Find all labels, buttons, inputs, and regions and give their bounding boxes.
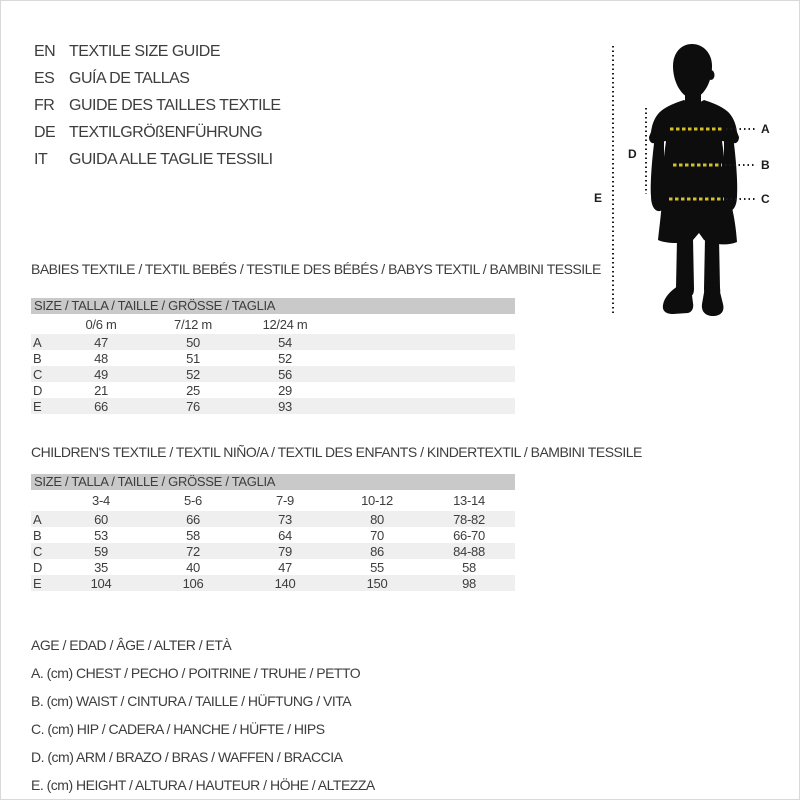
- table-row: [31, 575, 515, 591]
- cell: 51: [186, 350, 200, 366]
- language-title: GUIDE DES TAILLES TEXTILE: [69, 97, 281, 114]
- legend-line: B. (cm) WAIST / CINTURA / TAILLE / HÜFTUNG / VITA: [31, 693, 352, 709]
- child-silhouette-figure: [589, 36, 779, 321]
- language-row: [34, 92, 281, 119]
- legend-line: C. (cm) HIP / CADERA / HANCHE / HÜFTE / HIPS: [31, 721, 325, 737]
- column-header: 12/24 m: [262, 316, 308, 332]
- column-header: 5-6: [184, 493, 202, 508]
- table-row: [31, 543, 515, 559]
- cell: 52: [186, 366, 200, 382]
- cell: 59: [94, 543, 108, 559]
- column-header: 10-12: [361, 493, 393, 508]
- cell: 47: [278, 559, 292, 575]
- language-title: TEXTILE SIZE GUIDE: [69, 43, 221, 60]
- cell: 84-88: [453, 543, 485, 559]
- measure-label-b: B: [761, 158, 770, 172]
- child-silhouette: [589, 36, 779, 321]
- row-label: B: [33, 527, 42, 543]
- cell: 66: [94, 398, 108, 414]
- column-header: 7/12 m: [174, 316, 212, 332]
- cell: 106: [182, 575, 204, 591]
- cell: 60: [94, 511, 108, 527]
- row-label: E: [33, 398, 42, 414]
- cell: 79: [278, 543, 292, 559]
- babies-size-header-bar: SIZE / TALLA / TAILLE / GRÖSSE / TAGLIA: [31, 298, 515, 314]
- language-row: [34, 119, 281, 146]
- measure-label-a: A: [761, 122, 770, 136]
- cell: 52: [278, 350, 292, 366]
- language-code: DE: [34, 124, 56, 141]
- column-header: 7-9: [276, 493, 294, 508]
- measurement-legend: [31, 631, 375, 799]
- cell: 78-82: [453, 511, 485, 527]
- table-row: [31, 398, 515, 414]
- child-body-silhouette: [649, 44, 739, 316]
- language-row: [34, 38, 281, 65]
- legend-line: AGE / EDAD / ÂGE / ALTER / ETÀ: [31, 637, 232, 653]
- cell: 47: [94, 334, 108, 350]
- neck-shape: [685, 88, 701, 104]
- cell: 76: [186, 398, 200, 414]
- cell: 72: [186, 543, 200, 559]
- row-label: D: [33, 382, 43, 398]
- column-header: 13-14: [453, 493, 485, 508]
- cell: 98: [462, 575, 476, 591]
- cell: 49: [94, 366, 108, 382]
- cell: 58: [186, 527, 200, 543]
- language-row: [34, 65, 281, 92]
- cell: 140: [274, 575, 296, 591]
- language-title: TEXTILGRÖßENFÜHRUNG: [69, 124, 263, 141]
- legend-line: E. (cm) HEIGHT / ALTURA / HAUTEUR / HÖHE / ALTEZZA: [31, 777, 375, 793]
- children-size-header-bar: SIZE / TALLA / TAILLE / GRÖSSE / TAGLIA: [31, 474, 515, 490]
- cell: 93: [278, 398, 292, 414]
- measure-label-e: E: [594, 191, 603, 205]
- children-column-headers: [31, 490, 515, 511]
- shorts-shape: [658, 200, 737, 244]
- cell: 40: [186, 559, 200, 575]
- legend-line: D. (cm) ARM / BRAZO / BRAS / WAFFEN / BRACCIA: [31, 749, 343, 765]
- cell: 21: [94, 382, 108, 398]
- cell: 73: [278, 511, 292, 527]
- left-foot-shape: [663, 286, 693, 314]
- cell: 29: [278, 382, 292, 398]
- cell: 48: [94, 350, 108, 366]
- babies-heading: BABIES TEXTILE / TEXTIL BEBÉS / TESTILE DES BÉBÉS / BABYS TEXTIL / BAMBINI TESSILE: [31, 261, 601, 277]
- cell: 86: [370, 543, 384, 559]
- language-title-list: [34, 38, 281, 173]
- table-row: [31, 350, 515, 366]
- language-row: [34, 146, 281, 173]
- cell: 104: [90, 575, 112, 591]
- children-heading: CHILDREN'S TEXTILE / TEXTIL NIÑO/A / TEXTIL DES ENFANTS / KINDERTEXTIL / BAMBINI TESSILE: [31, 444, 642, 460]
- table-row: [31, 382, 515, 398]
- babies-table: [31, 298, 515, 414]
- column-header: 0/6 m: [85, 316, 117, 332]
- language-title: GUÍA DE TALLAS: [69, 70, 190, 87]
- children-table: [31, 474, 515, 591]
- cell: 54: [278, 334, 292, 350]
- row-label: C: [33, 366, 43, 382]
- language-code: IT: [34, 151, 48, 168]
- cell: 66: [186, 511, 200, 527]
- cell: 58: [462, 559, 476, 575]
- cell: 150: [366, 575, 388, 591]
- cell: 25: [186, 382, 200, 398]
- measure-label-c: C: [761, 192, 770, 206]
- row-label: E: [33, 575, 42, 591]
- cell: 70: [370, 527, 384, 543]
- cell: 53: [94, 527, 108, 543]
- left-arm-shape: [651, 136, 667, 211]
- row-label: D: [33, 559, 43, 575]
- babies-column-headers: [31, 314, 515, 334]
- table-row: [31, 527, 515, 543]
- cell: 35: [94, 559, 108, 575]
- cell: 56: [278, 366, 292, 382]
- table-row: [31, 334, 515, 350]
- cell: 64: [278, 527, 292, 543]
- table-row: [31, 511, 515, 527]
- right-arm-shape: [722, 136, 738, 211]
- row-label: C: [33, 543, 43, 559]
- table-row: [31, 559, 515, 575]
- cell: 50: [186, 334, 200, 350]
- row-label: A: [33, 511, 42, 527]
- language-code: ES: [34, 70, 55, 87]
- row-label: B: [33, 350, 42, 366]
- measure-label-d: D: [628, 147, 637, 161]
- row-label: A: [33, 334, 42, 350]
- cell: 66-70: [453, 527, 485, 543]
- table-row: [31, 366, 515, 382]
- column-header: 3-4: [92, 493, 110, 508]
- language-code: EN: [34, 43, 56, 60]
- legend-line: A. (cm) CHEST / PECHO / POITRINE / TRUHE / PETTO: [31, 665, 361, 681]
- ear-shape: [708, 70, 715, 80]
- language-code: FR: [34, 97, 55, 114]
- language-title: GUIDA ALLE TAGLIE TESSILI: [69, 151, 273, 168]
- cell: 55: [370, 559, 384, 575]
- cell: 80: [370, 511, 384, 527]
